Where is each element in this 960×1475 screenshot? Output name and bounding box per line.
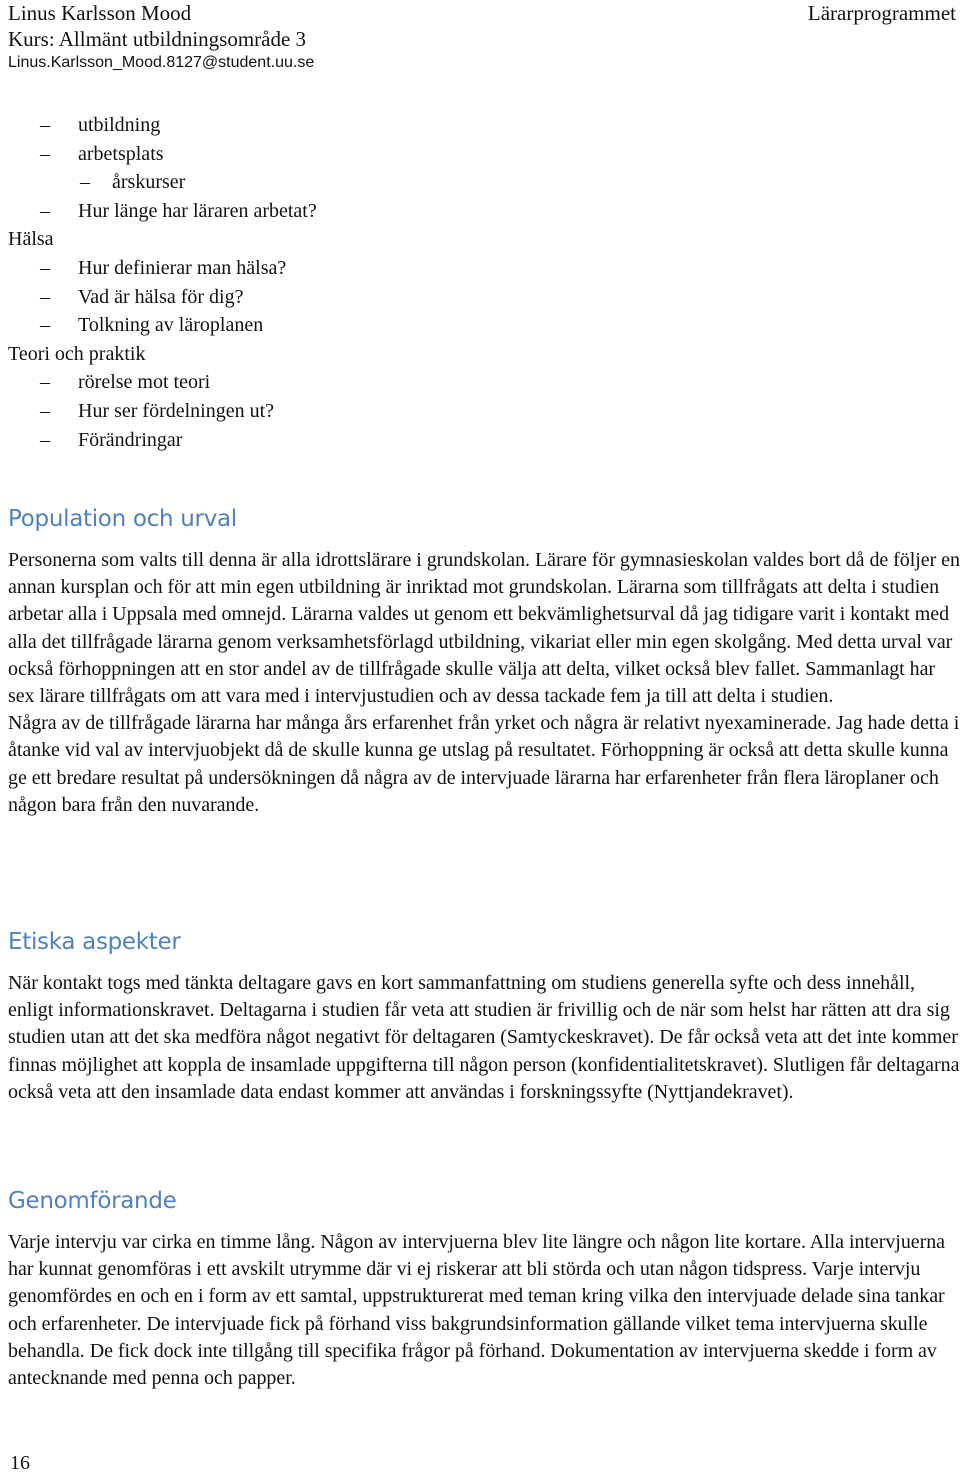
dash-bullet: –	[40, 399, 50, 422]
list-item: – Tolkning av läroplanen	[8, 311, 948, 340]
author-email: Linus.Karlsson_Mood.8127@student.uu.se	[8, 54, 315, 71]
section-body-population	[8, 547, 960, 819]
paragraph: Personerna som valts till denna är alla idrottslärare i grundskolan. Lärare för gymnasieskolan valdes bort då de följer en annan kursplan och för att min egen utbildning är inriktad mot grundskolan. Lärarna som tillfrågats att delta i studien arbetar alla i Uppsala med omnejd. Lärarna valdes ut genom ett bekvämlighetsurval då jag tidigare varit i kontakt med alla det tillfrågade lärarna genom verksamhetsförlagd utbildning, vikariat eller min egen skolgång. Med detta urval var också förhoppningen att en stor andel av de tillfrågade skulle välja att delta, vilket också blev fallet. Sammanlagt har sex lärare tillfrågats om att vara med i intervjustudien och av dessa tackade fem ja till att delta i studien.	[8, 549, 960, 708]
paragraph: När kontakt togs med tänkta deltagare gavs en kort sammanfattning om studiens generella syfte och dess innehåll, enligt informationskravet. Deltagarna i studien får veta att studien är frivillig och de när som helst har rätten att dra sig studien utan att det ska medföra något negativt för deltagaren (Samtyckeskravet). De får också veta att det inte kommer finnas möjlighet att koppla de insamlade uppgifterna till någon person (konfidentialitetskravet). Slutligen får deltagarna också veta att den insamlade data endast kommer att användas i forskningssyfte (Nyttjandekravet).	[8, 972, 960, 1103]
list-item: – Hur ser fördelningen ut?	[8, 397, 948, 426]
dash-bullet: –	[40, 114, 50, 136]
interview-outline	[8, 111, 948, 454]
section-body-ethics	[8, 970, 960, 1106]
list-item: – årskurser	[8, 168, 948, 197]
dash-bullet: –	[80, 171, 90, 194]
section-heading-population: Population och urval	[8, 506, 237, 532]
page-number: 16	[10, 1452, 30, 1474]
list-item: – Förändringar	[8, 426, 948, 455]
section-body-procedure	[8, 1229, 960, 1392]
paragraph: Varje intervju var cirka en timme lång. Någon av intervjuerna blev lite längre och någon lite kortare. Alla intervjuerna har kunnat genomföras i ett avskilt utrymme där vi ej riskerar att bli störda och utan någon tidspress. Varje intervju genomfördes en och en i form av ett samtal, uppstrukturerat med teman kring vilka den intervjuade delade sina tankar och erfarenheter. De intervjuade fick på förhand viss bakgrundsinformation gällande vilket tema intervjuerna skulle behandla. De fick dock inte tillgång till specifika frågor på förhand. Dokumentation av intervjuerna skedde i form av antecknande med penna och papper.	[8, 1231, 945, 1390]
dash-bullet: –	[40, 285, 50, 308]
page-header	[8, 0, 314, 74]
dash-bullet: –	[40, 142, 50, 165]
list-group-title: Hälsa	[8, 228, 54, 251]
section-heading-ethics: Etiska aspekter	[8, 929, 181, 955]
author-name: Linus Karlsson Mood	[8, 1, 192, 25]
list-group-title: Teori och praktik	[8, 342, 146, 365]
dash-bullet: –	[40, 199, 50, 222]
list-item: – Hur definierar man hälsa?	[8, 254, 948, 283]
program-name: Lärarprogrammet	[807, 1, 956, 25]
dash-bullet: –	[40, 256, 50, 279]
dash-bullet: –	[40, 314, 50, 337]
list-item: – Vad är hälsa för dig?	[8, 283, 948, 312]
dash-bullet: –	[40, 428, 50, 451]
list-item: – arbetsplats	[8, 140, 948, 169]
course-title: Kurs: Allmänt utbildningsområde 3	[8, 27, 307, 51]
list-item: – Hur länge har läraren arbetat?	[8, 197, 948, 226]
paragraph: Några av de tillfrågade lärarna har många års erfarenhet från yrket och några är relativt nyexaminerade. Jag hade detta i åtanke vid val av intervjuobjekt då de skulle kunna ge utslag på resultatet. Förhoppning är också att detta skulle kunna ge ett bredare resultat på undersökningen då några av de intervjuade lärarna har erfarenheter från flera läroplaner och någon bara från den nuvarande.	[8, 712, 960, 816]
list-item: – rörelse mot teori	[8, 368, 948, 397]
dash-bullet: –	[40, 371, 50, 394]
section-heading-procedure: Genomförande	[8, 1188, 177, 1214]
list-item: – utbildning	[8, 111, 948, 140]
